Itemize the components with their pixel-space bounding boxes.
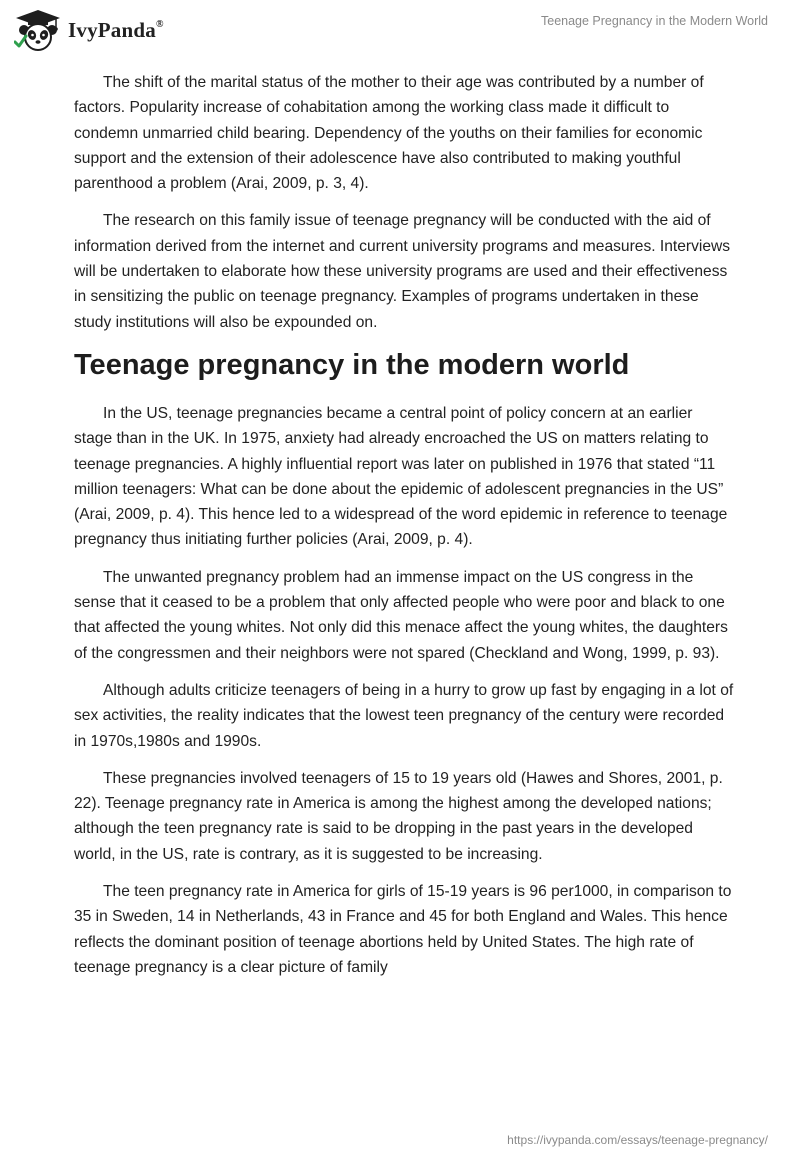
paragraph: The research on this family issue of teenage pregnancy will be conducted with the aid of information derived from the internet and current university programs and measures. Interviews will be undertaken to elaborate how these university programs are used and their effectiveness in sensitizing the public on teenage pregnancy. Examples of programs undertaken in these study institutions will also be expounded on. bbox=[74, 212, 731, 331]
paragraph: The shift of the marital status of the mother to their age was contributed by a number of factors. Popularity increase of cohabitation among the working class made it difficult to condemn unmarried child bearing. Dependency of the youths on their families for economic support and the extension of their adolescence have also contributed to making youthful parenthood a problem (Arai, 2009, p. 3, 4). bbox=[74, 74, 704, 193]
running-title: Teenage Pregnancy in the Modern World bbox=[541, 14, 768, 28]
source-url[interactable]: https://ivypanda.com/essays/teenage-pregnancy/ bbox=[507, 1133, 768, 1147]
page-header bbox=[0, 0, 800, 60]
section-heading: Teenage pregnancy in the modern world bbox=[74, 348, 630, 381]
brand-name: IvyPanda® bbox=[68, 17, 164, 42]
ivypanda-logo[interactable] bbox=[14, 8, 164, 52]
paragraph: The teen pregnancy rate in America for girls of 15-19 years is 96 per1000, in comparison to 35 in Sweden, 14 in Netherlands, 43 in France and 45 for both England and Wales. This hence reflects the dominant position of teenage abortions held by United States. The high rate of teenage pregnancy is a clear picture of family bbox=[74, 883, 732, 976]
panda-graduate-icon bbox=[14, 8, 62, 52]
paragraph: In the US, teenage pregnancies became a central point of policy concern at an earlier stage than in the UK. In 1975, anxiety had already encroached the US on matters relating to teenage pregnancies. A highly influential report was later on published in 1976 that stated “11 million teenagers: What can be done about the epidemic of adolescent pregnancies in the US” (Arai, 2009, p. 4). This hence led to a widespread of the word epidemic in reference to teenage pregnancy thus initiating further policies (Arai, 2009, p. 4). bbox=[74, 404, 728, 549]
paragraph: These pregnancies involved teenagers of 15 to 19 years old (Hawes and Shores, 2001, p. 22). Teenage pregnancy rate in America is among the highest among the developed nations; although the teen pregnancy rate is said to be dropping in the past years in the developed world, in the US, rate is contrary, as it is suggested to be increasing. bbox=[74, 769, 723, 863]
essay-body bbox=[74, 70, 734, 992]
paragraph: The unwanted pregnancy problem had an immense impact on the US congress in the sense that it ceased to be a problem that only affected people who were poor and black to one that affected the young whites. Not only did this menace affect the young whites, the daughters of the congressmen and their neighbors were not spared (Checkland and Wong, 1999, p. 93). bbox=[74, 568, 728, 662]
paragraph: Although adults criticize teenagers of being in a hurry to grow up fast by engaging in a lot of sex activities, the reality indicates that the lowest teen pregnancy of the century were recorded in 1970s,1980s and 1990s. bbox=[74, 681, 734, 750]
